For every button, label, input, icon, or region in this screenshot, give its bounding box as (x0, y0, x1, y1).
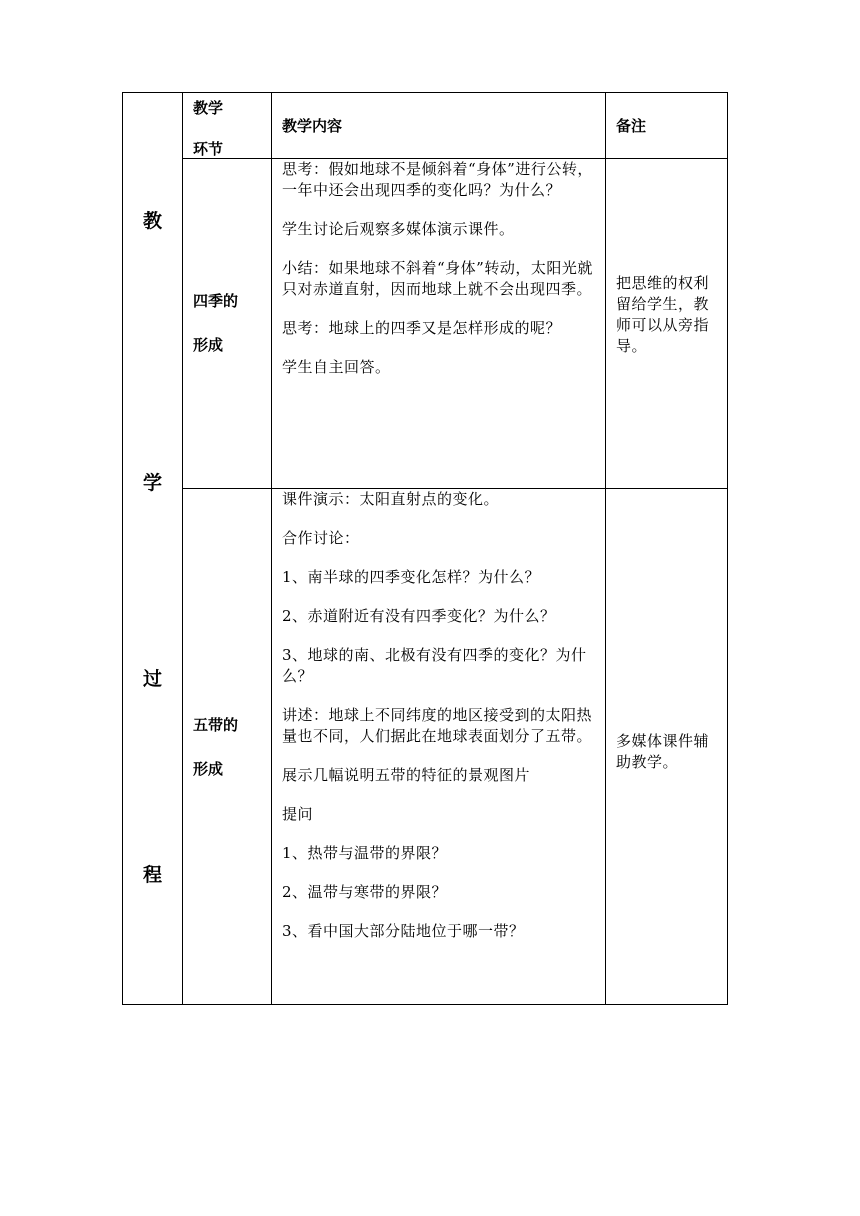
seasons-paragraph: 小结：如果地球不斜着“身体”转动，太阳光就只对赤道直射，因而地球上就不会出现四季。 (282, 259, 593, 298)
header-notes: 备注 (606, 93, 728, 159)
zones-paragraph: 提问 (282, 805, 314, 823)
stage-seasons (183, 159, 272, 489)
process-char-1: 教 (142, 210, 162, 232)
header-stage-line1: 教学 (193, 99, 224, 117)
content-seasons (272, 159, 606, 489)
zones-note: 多媒体课件辅助教学。 (616, 732, 710, 771)
seasons-paragraph: 思考：假如地球不是倾斜着“身体”进行公转，一年中还会出现四季的变化吗？为什么？ (282, 160, 593, 199)
zones-paragraph: 2、赤道附近有没有四季变化？为什么？ (282, 607, 556, 625)
zones-paragraph: 3、看中国大部分陆地位于哪一带？ (282, 922, 525, 940)
lesson-table (122, 92, 728, 1005)
zones-paragraph: 讲述：地球上不同纬度的地区接受到的太阳热量也不同，人们据此在地球表面划分了五带。 (282, 706, 593, 745)
seasons-paragraph: 学生讨论后观察多媒体演示课件。 (282, 220, 515, 238)
row-zones (123, 489, 728, 1005)
header-stage (183, 93, 272, 159)
zones-paragraph: 1、热带与温带的界限？ (282, 844, 448, 862)
stage-seasons-line1: 四季的 (193, 292, 239, 310)
seasons-paragraph: 思考：地球上的四季又是怎样形成的呢？ (282, 319, 562, 337)
stage-zones-line1: 五带的 (193, 716, 239, 734)
header-row (123, 93, 728, 159)
zones-paragraph: 合作讨论： (282, 529, 360, 547)
zones-paragraph: 展示几幅说明五带的特征的景观图片 (282, 766, 531, 784)
note-zones (606, 489, 728, 1005)
stage-zones-line2: 形成 (193, 760, 224, 778)
stage-zones (183, 489, 272, 1005)
process-char-4: 程 (142, 864, 162, 886)
process-char-2: 学 (142, 472, 162, 494)
zones-paragraph: 1、南半球的四季变化怎样？为什么？ (282, 568, 541, 586)
note-seasons (606, 159, 728, 489)
seasons-paragraph: 学生自主回答。 (282, 358, 391, 376)
process-cell (123, 93, 183, 1005)
zones-paragraph: 3、地球的南、北极有没有四季的变化？为什么？ (282, 646, 587, 685)
seasons-note: 把思维的权利留给学生，教师可以从旁指导。 (616, 274, 710, 355)
row-seasons (123, 159, 728, 489)
content-zones (272, 489, 606, 1005)
header-content: 教学内容 (272, 93, 606, 159)
process-char-3: 过 (142, 668, 162, 690)
stage-seasons-line2: 形成 (193, 336, 224, 354)
header-stage-line2: 环节 (193, 140, 224, 158)
zones-paragraph: 2、温带与寒带的界限？ (282, 883, 448, 901)
zones-paragraph: 课件演示：太阳直射点的变化。 (282, 490, 500, 508)
